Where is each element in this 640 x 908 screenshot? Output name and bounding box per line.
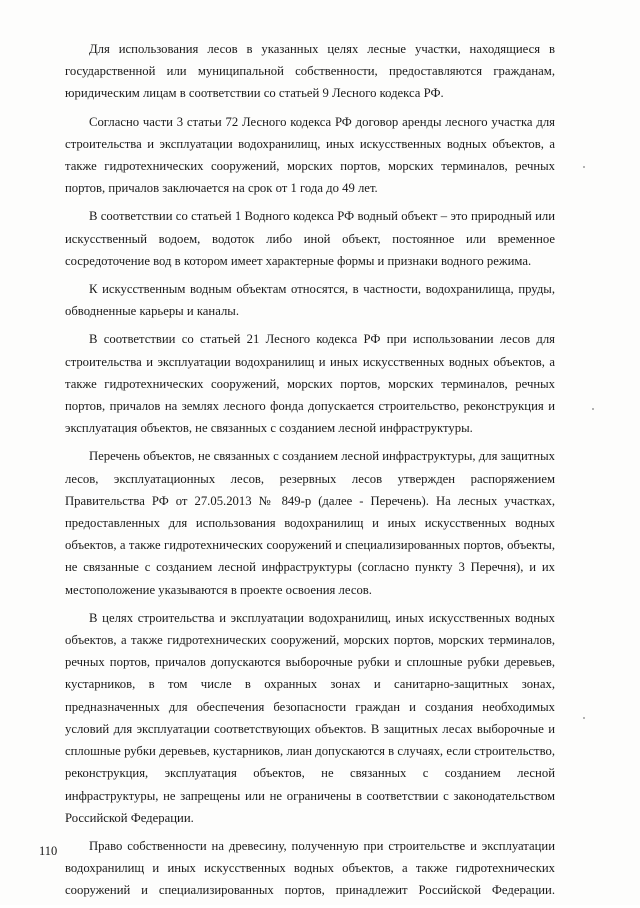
page-number: 110: [39, 844, 58, 858]
paragraph-4: К искусственным водным объектам относятся, в частности, водохранилища, пруды, обводненные карьеры и каналы.: [65, 282, 555, 319]
paragraph-7: В целях строительства и эксплуатации водохранилищ, иных искусственных водных объектов, а также гидротехнических сооружений, морских портов, морских терминалов, речных портов, причалов допускаются выборочные рубки и сплошные рубки деревьев, кустарников, в том числе в охранных зонах и санитарно-защитных зонах, предназначенных для обеспечения безопасности граждан и создания необходимых условий для эксплуатации соответствующих объектов. В защитных лесах выборочные и сплошные рубки деревьев, кустарников, лиан допускаются в случаях, если строительство, реконструкция, эксплуатация объектов, не связанных с созданием лесной инфраструктуры, не запрещены или не ограничены в соответствии с законодательством Российской Федерации.: [65, 610, 555, 825]
document-body: [65, 38, 555, 908]
scan-speck: [592, 408, 594, 410]
paragraph-5: В соответствии со статьей 21 Лесного кодекса РФ при использовании лесов для строительства и эксплуатации водохранилищ и иных искусственных водных объектов, а также гидротехнических сооружений, морских портов, морских терминалов, речных портов, причалов на землях лесного фонда допускается строительство, реконструкция и эксплуатация объектов, не связанных с созданием лесной инфраструктуры.: [65, 332, 555, 436]
scan-speck: [583, 166, 585, 168]
paragraph-8: Право собственности на древесину, полученную при строительстве и эксплуатации водохранилищ и иных искусственных водных объектов, а также гидротехнических сооружений и специализированных портов, принадлежит Российской Федерации.: [65, 838, 555, 898]
paragraph-6: Перечень объектов, не связанных с созданием лесной инфраструктуры, для защитных лесов, эксплуатационных лесов, резервных лесов утвержден распоряжением Правительства РФ от 27.05.2013 № 849-р (далее - Перечень). На лесных участках, предоставленных для использования водохранилищ и иных искусственных водных объектов, а также гидротехнических сооружений и специализированных портов, объекты, не связанные с созданием лесной инфраструктуры (согласно пункту 3 Перечня), и их местоположение указываются в проекте освоения лесов.: [65, 449, 555, 597]
paragraph-1: Для использования лесов в указанных целях лесные участки, находящиеся в государственной или муниципальной собственности, предоставляются гражданам, юридическим лицам в соответствии со статьей 9 Лесного кодекса РФ.: [65, 42, 555, 101]
scan-speck: [583, 717, 585, 719]
paragraph-3: В соответствии со статьей 1 Водного кодекса РФ водный объект – это природный или искусственный водоем, водоток либо иной объект, постоянное или временное сосредоточение вод в котором имеет характерные формы и признаки водного режима.: [65, 209, 555, 268]
paragraph-2: Согласно части 3 статьи 72 Лесного кодекса РФ договор аренды лесного участка для строительства и эксплуатации водохранилищ, иных искусственных водных объектов, а также гидротехнических сооружений, морских портов, морских терминалов, речных портов, причалов заключается на срок от 1 года до 49 лет.: [65, 114, 555, 196]
